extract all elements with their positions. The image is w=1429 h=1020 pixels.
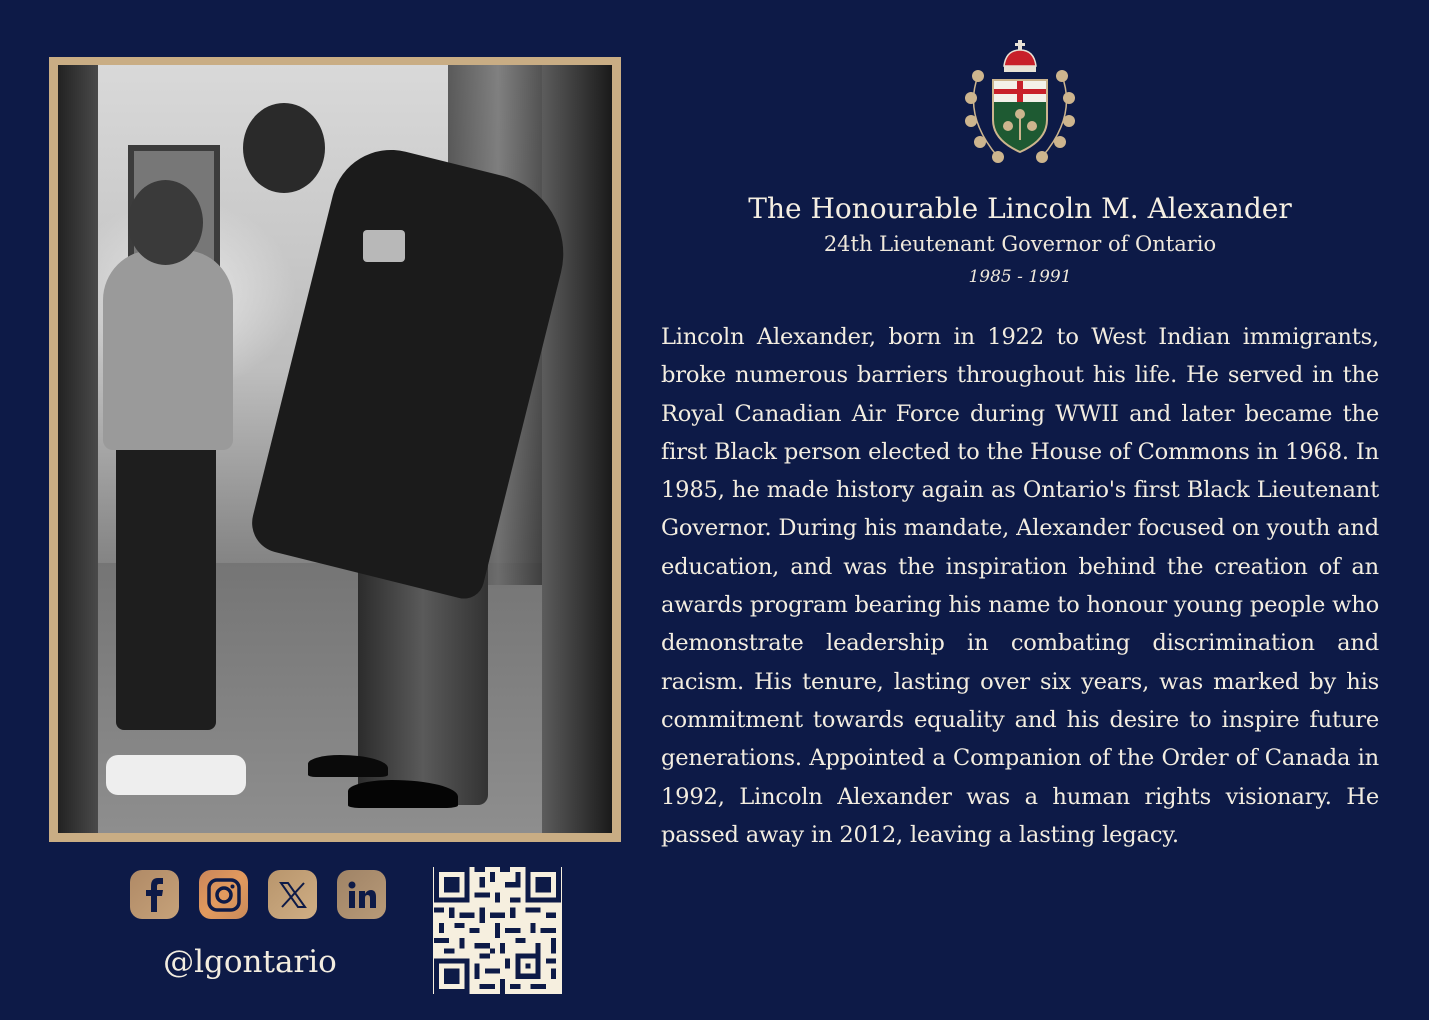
social-handle: @lgontario (163, 944, 337, 980)
page-subtitle: 24th Lieutenant Governor of Ontario (823, 232, 1217, 256)
portrait-photo (58, 65, 612, 833)
term-years: 1985 - 1991 (968, 267, 1072, 287)
instagram-icon[interactable] (199, 870, 248, 919)
page-title: The Honourable Lincoln M. Alexander (748, 192, 1292, 225)
x-icon[interactable] (268, 870, 317, 919)
qr-code-icon[interactable] (433, 867, 562, 994)
linkedin-icon[interactable] (337, 870, 386, 919)
photo-frame (49, 57, 621, 842)
social-links (130, 870, 386, 919)
biography-text: Lincoln Alexander, born in 1922 to West Indian immigrants, broke numerous barriers throughout his life. He served in the Royal Canadian Air Force during WWII and later became the first Black person elected to the House of Commons in 1968. In 1985, he made history again as Ontario's first Black Lieutenant Governor. During his mandate, Alexander focused on youth and education, and was the inspiration behind the creation of an awards program bearing his name to honour young people who demonstrate leadership in combating discrimination and racism. His tenure, lasting over six years, was marked by his commitment towards equality and his desire to inspire future generations. Appointed a Companion of the Order of Canada in 1992, Lincoln Alexander was a human rights visionary. He passed away in 2012, leaving a lasting legacy. (661, 324, 1379, 848)
facebook-icon[interactable] (130, 870, 179, 919)
header (660, 190, 1380, 287)
ontario-crest-icon (958, 36, 1082, 166)
